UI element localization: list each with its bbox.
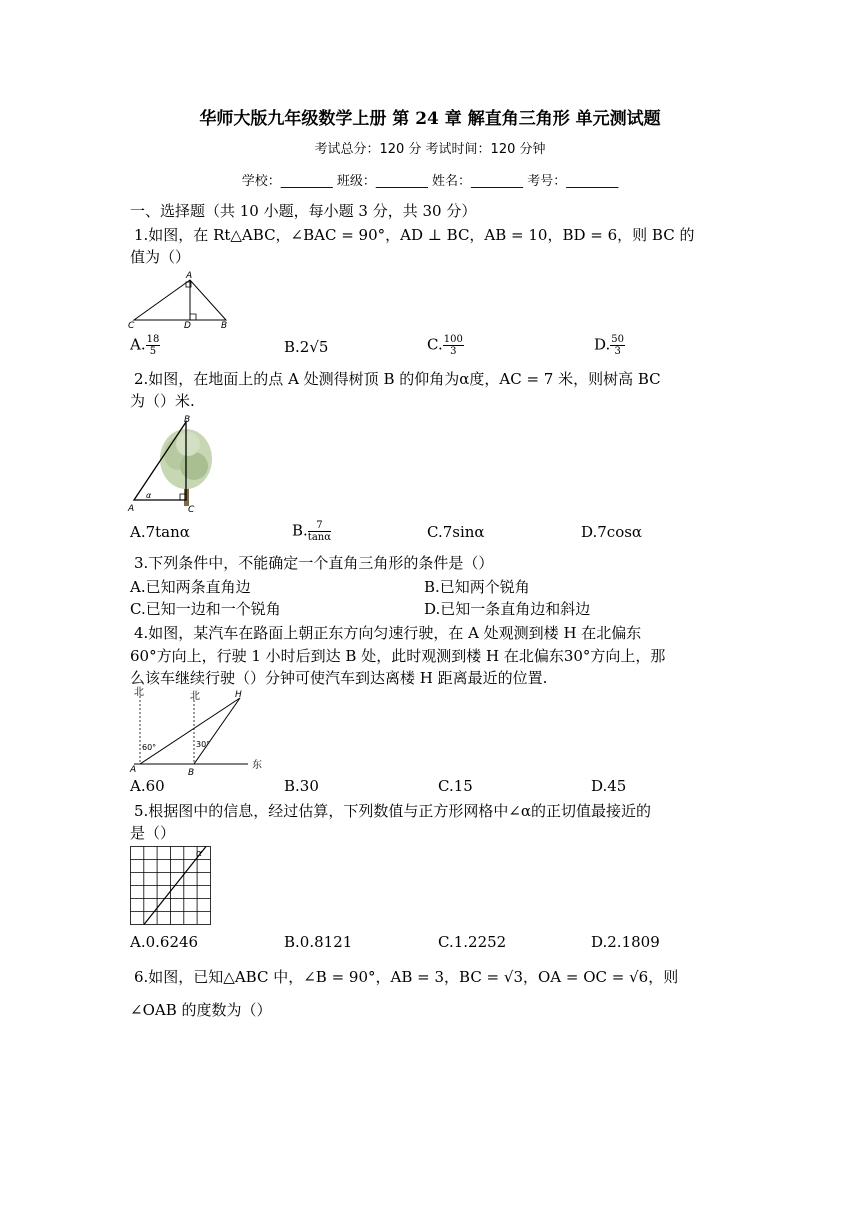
q3-option-b[interactable]: B.已知两个锐角: [424, 578, 530, 596]
q4-stem-line2: 60°方向上，行驶 1 小时后到达 B 处，此时观测到楼 H 在北偏东30°方向上，那: [130, 647, 666, 665]
q1-stem-line1: 1.如图，在 Rt△ABC，∠BAC = 90°，AD ⊥ BC，AB = 10，BD = 6，则 BC 的: [134, 226, 695, 244]
q4-option-a[interactable]: A.60: [130, 777, 165, 795]
q6-stem-line2: ∠OAB 的度数为（）: [130, 1001, 272, 1019]
q5-option-c[interactable]: C.1.2252: [438, 933, 507, 951]
section-heading: 一、选择题（共 10 小题，每小题 3 分，共 30 分）: [130, 202, 477, 220]
q4-label-60: 60°: [142, 743, 157, 752]
q3-option-d[interactable]: D.已知一条直角边和斜边: [424, 600, 591, 618]
q2-option-a[interactable]: A.7tanα: [130, 523, 190, 541]
q1-label-d: D: [184, 321, 191, 331]
q5-option-a[interactable]: A.0.6246: [130, 933, 199, 951]
q2-label-a: A: [128, 504, 135, 514]
q6-stem-line1: 6.如图，已知△ABC 中，∠B = 90°，AB = 3，BC = √3，OA = OC = √6，则: [134, 968, 679, 986]
q4-option-d[interactable]: D.45: [591, 777, 627, 795]
q1-label-c: C: [128, 321, 135, 331]
q3-option-a[interactable]: A.已知两条直角边: [130, 578, 251, 596]
exam-info: 考试总分：120 分 考试时间：120 分钟: [314, 142, 546, 157]
q1-stem-line2: 值为（）: [130, 248, 191, 266]
q1-option-c[interactable]: C. $\frac{100}{3}$: [427, 334, 463, 357]
page-title: 华师大版九年级数学上册 第 24 章 解直角三角形 单元测试题: [199, 109, 661, 129]
q2-option-c[interactable]: C.7sinα: [427, 523, 485, 541]
q1-label-a: A: [186, 271, 193, 281]
q5-option-d[interactable]: D.2.1809: [591, 933, 660, 951]
q5-option-b[interactable]: B.0.8121: [284, 933, 353, 951]
q4-label-h: H: [235, 690, 242, 700]
q5-grid-figure: [130, 846, 212, 926]
q2-stem-line2: 为（）米.: [130, 392, 195, 410]
q4-label-north2: 北: [190, 691, 200, 702]
q4-stem-line1: 4.如图，某汽车在路面上朝正东方向匀速行驶，在 A 处观测到楼 H 在北偏东: [134, 624, 642, 642]
q1-triangle-figure: [128, 270, 238, 332]
q4-label-east: 东: [252, 760, 262, 771]
q2-label-c: C: [188, 505, 195, 515]
q2-option-b[interactable]: B. $\frac{7}{\tan\alpha}$: [292, 520, 331, 543]
q5-label-alpha: α: [196, 849, 202, 859]
q2-label-b: B: [184, 415, 191, 425]
q1-option-d[interactable]: D. $\frac{50}{3}$: [594, 334, 624, 357]
q1-option-b[interactable]: B.2√5: [284, 338, 329, 356]
q4-label-a: A: [130, 765, 137, 775]
q4-stem-line3: 么该车继续行驶（）分钟可使汽车到达离楼 H 距离最近的位置.: [130, 669, 548, 687]
q2-option-d[interactable]: D.7cosα: [581, 523, 643, 541]
q2-label-alpha: α: [146, 491, 152, 500]
q5-stem-line1: 5.根据图中的信息，经过估算，下列数值与正方形网格中∠α的正切值最接近的: [134, 802, 652, 820]
q2-tree-figure: [128, 414, 218, 518]
q1-label-b: B: [221, 321, 228, 331]
q4-label-north1: 北: [134, 687, 144, 698]
q1-option-a[interactable]: A. $\frac{18}{5}$: [130, 334, 160, 357]
q4-option-c[interactable]: C.15: [438, 777, 473, 795]
q4-label-30: 30°: [196, 740, 211, 749]
q4-direction-figure: [128, 686, 268, 778]
q5-stem-line2: 是（）: [130, 824, 176, 842]
q2-stem-line1: 2.如图，在地面上的点 A 处测得树顶 B 的仰角为α度，AC = 7 米，则树高 BC: [134, 370, 661, 388]
student-info-line: 学校：________ 班级：________ 姓名：________ 考号：________: [241, 174, 619, 189]
q4-label-b: B: [188, 768, 195, 778]
q4-option-b[interactable]: B.30: [284, 777, 319, 795]
q3-stem-line1: 3.下列条件中，不能确定一个直角三角形的条件是（）: [134, 554, 494, 572]
q3-option-c[interactable]: C.已知一边和一个锐角: [130, 600, 281, 618]
